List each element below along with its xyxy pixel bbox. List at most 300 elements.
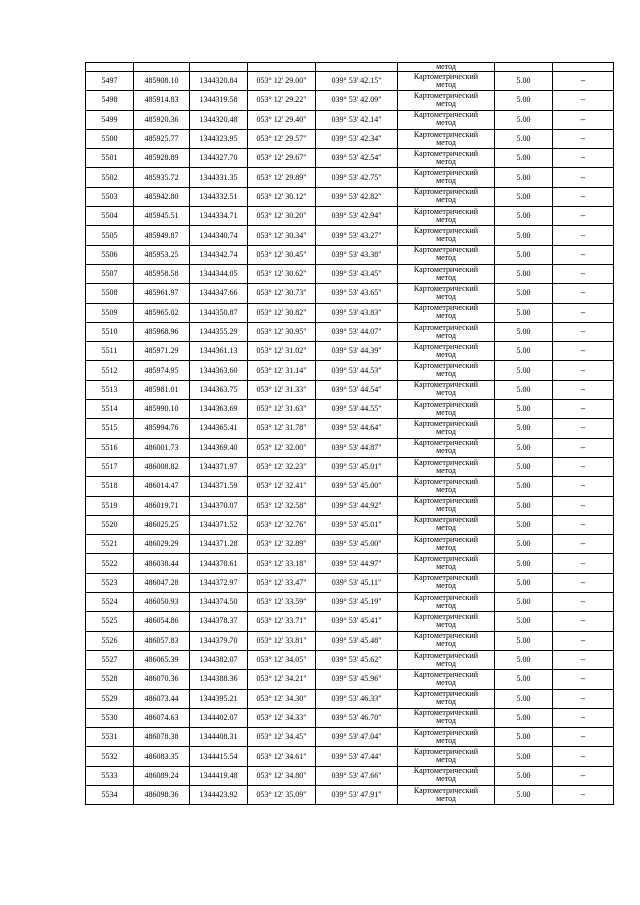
cell-accuracy: 5.00 [495, 785, 553, 804]
cell-empty [86, 63, 134, 72]
cell-longitude: 039° 53' 42.54" [316, 149, 398, 168]
cell-point-number: 5525 [86, 612, 134, 631]
cell-x-coordinate: 485958.58 [134, 264, 190, 283]
cell-latitude: 053° 12' 29.22" [248, 91, 316, 110]
cell-method [398, 419, 495, 438]
cell-accuracy: 5.00 [495, 747, 553, 766]
cell-point-number: 5505 [86, 226, 134, 245]
cell-accuracy: 5.00 [495, 477, 553, 496]
cell-y-coordinate: 1344388.36 [190, 670, 248, 689]
cell-x-coordinate: 486054.86 [134, 612, 190, 631]
method-line-1: Картометрический [413, 554, 479, 564]
cell-y-coordinate: 1344382.07 [190, 650, 248, 669]
cell-point-number: 5524 [86, 593, 134, 612]
cell-note: – [553, 554, 614, 573]
cell-y-coordinate: 1344334.71 [190, 207, 248, 226]
cell-accuracy: 5.00 [495, 91, 553, 110]
cell-longitude: 039° 53' 45.48" [316, 631, 398, 650]
table-row [86, 400, 614, 419]
cell-x-coordinate: 485968.96 [134, 322, 190, 341]
table-row [86, 477, 614, 496]
method-line-2: метод [436, 484, 456, 494]
method-line-2: метод [436, 600, 456, 610]
method-line-1: Картометрический [413, 168, 479, 178]
cell-accuracy: 5.00 [495, 554, 553, 573]
cell-latitude: 053° 12' 30.82" [248, 303, 316, 322]
cell-method [398, 187, 495, 206]
cell-note: – [553, 670, 614, 689]
cell-accuracy: 5.00 [495, 457, 553, 476]
cell-method [398, 322, 495, 341]
cell-note: – [553, 785, 614, 804]
cell-empty [316, 63, 398, 72]
cell-x-coordinate: 485953.25 [134, 245, 190, 264]
cell-accuracy: 5.00 [495, 612, 553, 631]
cell-method [398, 400, 495, 419]
cell-note: – [553, 207, 614, 226]
cell-method [398, 766, 495, 785]
cell-point-number: 5509 [86, 303, 134, 322]
table-row [86, 72, 614, 91]
method-line-2: метод [436, 234, 456, 244]
table-row [86, 303, 614, 322]
cell-longitude: 039° 53' 45.01" [316, 515, 398, 534]
method-line-2: метод [436, 774, 456, 784]
method-line-1: Картометрический [413, 148, 479, 158]
cell-point-number: 5520 [86, 515, 134, 534]
cell-note: – [553, 631, 614, 650]
cell-method [398, 631, 495, 650]
cell-y-coordinate: 1344363.60 [190, 361, 248, 380]
cell-x-coordinate: 486065.39 [134, 650, 190, 669]
cell-longitude: 039° 53' 45.11" [316, 573, 398, 592]
cell-y-coordinate: 1344370.07 [190, 496, 248, 515]
cell-point-number: 5521 [86, 535, 134, 554]
method-line-2: метод [436, 369, 456, 379]
method-line-1: Картометрический [413, 245, 479, 255]
method-line-1: Картометрический [413, 129, 479, 139]
method-line-2: метод [436, 677, 456, 687]
cell-accuracy: 5.00 [495, 573, 553, 592]
cell-accuracy: 5.00 [495, 496, 553, 515]
cell-method [398, 264, 495, 283]
cell-longitude: 039° 53' 45.62" [316, 650, 398, 669]
cell-method [398, 226, 495, 245]
cell-x-coordinate: 485945.51 [134, 207, 190, 226]
method-line-2: метод [436, 388, 456, 398]
cell-x-coordinate: 486019.71 [134, 496, 190, 515]
cell-y-coordinate: 1344332.51 [190, 187, 248, 206]
cell-accuracy: 5.00 [495, 342, 553, 361]
cell-x-coordinate: 485990.10 [134, 400, 190, 419]
cell-accuracy: 5.00 [495, 631, 553, 650]
cell-accuracy: 5.00 [495, 535, 553, 554]
cell-latitude: 053° 12' 29.89" [248, 168, 316, 187]
cell-accuracy: 5.00 [495, 303, 553, 322]
cell-method [398, 593, 495, 612]
cell-accuracy: 5.00 [495, 361, 553, 380]
cell-latitude: 053° 12' 34.30" [248, 689, 316, 708]
cell-accuracy: 5.00 [495, 72, 553, 91]
method-line-1: Картометрический [413, 689, 479, 699]
cell-point-number: 5504 [86, 207, 134, 226]
cell-method [398, 91, 495, 110]
method-line-2: метод [436, 407, 456, 417]
cell-longitude: 039° 53' 44.53" [316, 361, 398, 380]
cell-y-coordinate: 1344402.07 [190, 708, 248, 727]
cell-y-coordinate: 1344371.97 [190, 457, 248, 476]
method-line-1: Картометрический [413, 71, 479, 81]
cell-y-coordinate: 1344363.75 [190, 380, 248, 399]
table-row [86, 380, 614, 399]
cell-note: – [553, 284, 614, 303]
method-line-2: метод [436, 562, 456, 572]
cell-method [398, 728, 495, 747]
method-line-1: Картометрический [413, 187, 479, 197]
method-line-2: метод [436, 639, 456, 649]
method-line-2: метод [436, 137, 456, 147]
table-row [86, 110, 614, 129]
method-line-1: Картометрический [413, 573, 479, 583]
cell-longitude: 039° 53' 42.15" [316, 72, 398, 91]
method-line-2: метод [436, 253, 456, 263]
cell-longitude: 039° 53' 43.83" [316, 303, 398, 322]
cell-longitude: 039° 53' 44.54" [316, 380, 398, 399]
cell-accuracy: 5.00 [495, 650, 553, 669]
cell-point-number: 5518 [86, 477, 134, 496]
cell-y-coordinate: 1344371.59 [190, 477, 248, 496]
table-row [86, 226, 614, 245]
cell-note: – [553, 650, 614, 669]
cell-x-coordinate: 485935.72 [134, 168, 190, 187]
table-row [86, 535, 614, 554]
cell-accuracy: 5.00 [495, 264, 553, 283]
cell-latitude: 053° 12' 34.21" [248, 670, 316, 689]
cell-x-coordinate: 485974.95 [134, 361, 190, 380]
cell-point-number: 5499 [86, 110, 134, 129]
cell-method [398, 457, 495, 476]
table-row [86, 342, 614, 361]
method-line-1: Картометрический [413, 785, 479, 795]
table-row [86, 650, 614, 669]
cell-method [398, 477, 495, 496]
cell-empty [248, 63, 316, 72]
table-row-continuation [86, 63, 614, 72]
cell-note: – [553, 264, 614, 283]
table-row [86, 207, 614, 226]
method-line-2: метод [436, 79, 456, 89]
method-line-1: Картометрический [413, 303, 479, 313]
method-line-1: Картометрический [413, 264, 479, 274]
table-row [86, 457, 614, 476]
cell-note: – [553, 496, 614, 515]
cell-method [398, 168, 495, 187]
cell-accuracy: 5.00 [495, 380, 553, 399]
cell-empty [134, 63, 190, 72]
cell-accuracy: 5.00 [495, 168, 553, 187]
cell-y-coordinate: 1344363.69 [190, 400, 248, 419]
cell-latitude: 053° 12' 29.40" [248, 110, 316, 129]
cell-x-coordinate: 485971.29 [134, 342, 190, 361]
method-line-1: Картометрический [413, 226, 479, 236]
cell-note: – [553, 91, 614, 110]
table-row [86, 631, 614, 650]
cell-latitude: 053° 12' 32.58" [248, 496, 316, 515]
cell-longitude: 039° 53' 45.00" [316, 535, 398, 554]
table-row [86, 496, 614, 515]
table-row [86, 149, 614, 168]
cell-method [398, 573, 495, 592]
cell-latitude: 053° 12' 35.09" [248, 785, 316, 804]
cell-y-coordinate: 1344320.84 [190, 72, 248, 91]
cell-latitude: 053° 12' 33.59" [248, 593, 316, 612]
method-line-2: метод [436, 195, 456, 205]
method-line-1: Картометрический [413, 399, 479, 409]
cell-accuracy: 5.00 [495, 226, 553, 245]
cell-latitude: 053° 12' 31.14" [248, 361, 316, 380]
table-row [86, 322, 614, 341]
cell-x-coordinate: 485981.01 [134, 380, 190, 399]
cell-method [398, 515, 495, 534]
cell-note: – [553, 708, 614, 727]
cell-point-number: 5507 [86, 264, 134, 283]
cell-longitude: 039° 53' 43.65" [316, 284, 398, 303]
cell-longitude: 039° 53' 46.70" [316, 708, 398, 727]
method-line-2: метод [436, 658, 456, 668]
cell-x-coordinate: 486074.63 [134, 708, 190, 727]
cell-y-coordinate: 1344423.92 [190, 785, 248, 804]
cell-note: – [553, 689, 614, 708]
cell-method [398, 245, 495, 264]
cell-point-number: 5501 [86, 149, 134, 168]
cell-latitude: 053° 12' 32.89" [248, 535, 316, 554]
method-line-2: метод [436, 542, 456, 552]
table-row [86, 747, 614, 766]
cell-latitude: 053° 12' 34.45" [248, 728, 316, 747]
cell-method [398, 650, 495, 669]
cell-method [398, 72, 495, 91]
cell-latitude: 053° 12' 31.63" [248, 400, 316, 419]
cell-y-coordinate: 1344369.40 [190, 438, 248, 457]
cell-y-coordinate: 1344320.48 [190, 110, 248, 129]
method-line-1: Картометрический [413, 669, 479, 679]
cell-longitude: 039° 53' 43.45" [316, 264, 398, 283]
cell-longitude: 039° 53' 45.19" [316, 593, 398, 612]
cell-method [398, 342, 495, 361]
cell-method [398, 207, 495, 226]
cell-x-coordinate: 486047.28 [134, 573, 190, 592]
cell-point-number: 5508 [86, 284, 134, 303]
cell-note: – [553, 400, 614, 419]
cell-x-coordinate: 485942.80 [134, 187, 190, 206]
table-row [86, 361, 614, 380]
cell-x-coordinate: 486014.47 [134, 477, 190, 496]
table-row [86, 728, 614, 747]
cell-note: – [553, 380, 614, 399]
cell-latitude: 053° 12' 30.95" [248, 322, 316, 341]
method-line-2: метод [436, 156, 456, 166]
method-line-1: Картометрический [413, 650, 479, 660]
table-row [86, 766, 614, 785]
cell-point-number: 5528 [86, 670, 134, 689]
cell-point-number: 5531 [86, 728, 134, 747]
cell-latitude: 053° 12' 29.00" [248, 72, 316, 91]
cell-x-coordinate: 486038.44 [134, 554, 190, 573]
cell-latitude: 053° 12' 33.81" [248, 631, 316, 650]
cell-note: – [553, 766, 614, 785]
cell-point-number: 5534 [86, 785, 134, 804]
cell-latitude: 053° 12' 33.47" [248, 573, 316, 592]
cell-y-coordinate: 1344344.05 [190, 264, 248, 283]
method-line-1: Картометрический [413, 727, 479, 737]
method-line-2: метод [436, 214, 456, 224]
cell-accuracy: 5.00 [495, 438, 553, 457]
cell-x-coordinate: 486029.29 [134, 535, 190, 554]
cell-longitude: 039° 53' 44.07" [316, 322, 398, 341]
cell-accuracy: 5.00 [495, 400, 553, 419]
cell-latitude: 053° 12' 34.33" [248, 708, 316, 727]
method-line-1: Картометрический [413, 611, 479, 621]
cell-y-coordinate: 1344374.50 [190, 593, 248, 612]
cell-note: – [553, 72, 614, 91]
cell-point-number: 5515 [86, 419, 134, 438]
cell-longitude: 039° 53' 43.38" [316, 245, 398, 264]
table-row [86, 264, 614, 283]
method-line-2: метод [436, 118, 456, 128]
cell-note: – [553, 342, 614, 361]
cell-x-coordinate: 486083.35 [134, 747, 190, 766]
cell-y-coordinate: 1344355.29 [190, 322, 248, 341]
cell-x-coordinate: 486078.38 [134, 728, 190, 747]
method-line-2: метод [436, 504, 456, 514]
method-line-1: Картометрический [413, 206, 479, 216]
method-line-1: Картометрический [413, 438, 479, 448]
cell-note: – [553, 361, 614, 380]
cell-y-coordinate: 1344327.70 [190, 149, 248, 168]
cell-accuracy: 5.00 [495, 515, 553, 534]
cell-method [398, 535, 495, 554]
cell-x-coordinate: 486070.36 [134, 670, 190, 689]
method-line-2: метод [436, 465, 456, 475]
cell-note: – [553, 593, 614, 612]
cell-y-coordinate: 1344365.41 [190, 419, 248, 438]
cell-longitude: 039° 53' 47.44" [316, 747, 398, 766]
cell-longitude: 039° 53' 47.66" [316, 766, 398, 785]
cell-accuracy: 5.00 [495, 187, 553, 206]
cell-method [398, 612, 495, 631]
cell-accuracy: 5.00 [495, 149, 553, 168]
cell-latitude: 053° 12' 33.18" [248, 554, 316, 573]
method-line-1: Картометрический [413, 496, 479, 506]
cell-method [398, 129, 495, 148]
method-line-2: метод [436, 98, 456, 108]
cell-x-coordinate: 485994.76 [134, 419, 190, 438]
method-line-1: Картометрический [413, 110, 479, 120]
cell-note: – [553, 226, 614, 245]
table-row [86, 689, 614, 708]
cell-point-number: 5500 [86, 129, 134, 148]
cell-x-coordinate: 486073.44 [134, 689, 190, 708]
table-row [86, 129, 614, 148]
cell-accuracy: 5.00 [495, 728, 553, 747]
cell-latitude: 053° 12' 30.20" [248, 207, 316, 226]
table-row [86, 168, 614, 187]
cell-y-coordinate: 1344415.54 [190, 747, 248, 766]
cell-y-coordinate: 1344350.87 [190, 303, 248, 322]
method-line-1: Картометрический [413, 708, 479, 718]
method-line-2: метод [436, 716, 456, 726]
cell-longitude: 039° 53' 45.96" [316, 670, 398, 689]
method-line-2: метод [436, 523, 456, 533]
cell-x-coordinate: 486008.82 [134, 457, 190, 476]
cell-longitude: 039° 53' 42.14" [316, 110, 398, 129]
cell-longitude: 039° 53' 43.27" [316, 226, 398, 245]
cell-accuracy: 5.00 [495, 110, 553, 129]
cell-accuracy: 5.00 [495, 708, 553, 727]
method-line-1: Картометрический [413, 457, 479, 467]
cell-empty [553, 63, 614, 72]
method-line-2: метод [436, 426, 456, 436]
cell-point-number: 5532 [86, 747, 134, 766]
cell-note: – [553, 245, 614, 264]
cell-method [398, 689, 495, 708]
cell-note: – [553, 322, 614, 341]
table-row [86, 708, 614, 727]
cell-latitude: 053° 12' 30.73" [248, 284, 316, 303]
cell-latitude: 053° 12' 32.41" [248, 477, 316, 496]
method-line-2: метод [436, 272, 456, 282]
cell-method [398, 361, 495, 380]
method-line-2: метод [436, 176, 456, 186]
cell-y-coordinate: 1344419.48 [190, 766, 248, 785]
cell-latitude: 053° 12' 29.57" [248, 129, 316, 148]
cell-longitude: 039° 53' 47.91" [316, 785, 398, 804]
cell-accuracy: 5.00 [495, 689, 553, 708]
method-line-1: Картометрический [413, 322, 479, 332]
cell-point-number: 5513 [86, 380, 134, 399]
cell-latitude: 053° 12' 33.71" [248, 612, 316, 631]
table-row [86, 187, 614, 206]
cell-y-coordinate: 1344323.95 [190, 129, 248, 148]
cell-method [398, 747, 495, 766]
cell-note: – [553, 129, 614, 148]
cell-accuracy: 5.00 [495, 766, 553, 785]
cell-note: – [553, 149, 614, 168]
method-line-2: метод [436, 793, 456, 803]
cell-accuracy: 5.00 [495, 419, 553, 438]
method-line-1: Картометрический [413, 418, 479, 428]
cell-longitude: 039° 53' 44.97" [316, 554, 398, 573]
cell-y-coordinate: 1344395.21 [190, 689, 248, 708]
cell-empty [495, 63, 553, 72]
cell-y-coordinate: 1344342.74 [190, 245, 248, 264]
cell-y-coordinate: 1344370.61 [190, 554, 248, 573]
method-line-1: Картометрический [413, 592, 479, 602]
method-line-1: Картометрический [413, 747, 479, 757]
cell-accuracy: 5.00 [495, 593, 553, 612]
cell-y-coordinate: 1344361.13 [190, 342, 248, 361]
cell-longitude: 039° 53' 42.94" [316, 207, 398, 226]
cell-note: – [553, 728, 614, 747]
method-line-2: метод [436, 735, 456, 745]
cell-note: – [553, 303, 614, 322]
cell-x-coordinate: 486057.83 [134, 631, 190, 650]
cell-latitude: 053° 12' 31.78" [248, 419, 316, 438]
cell-method [398, 110, 495, 129]
cell-note: – [553, 612, 614, 631]
method-line-2: метод [436, 755, 456, 765]
cell-latitude: 053° 12' 29.67" [248, 149, 316, 168]
